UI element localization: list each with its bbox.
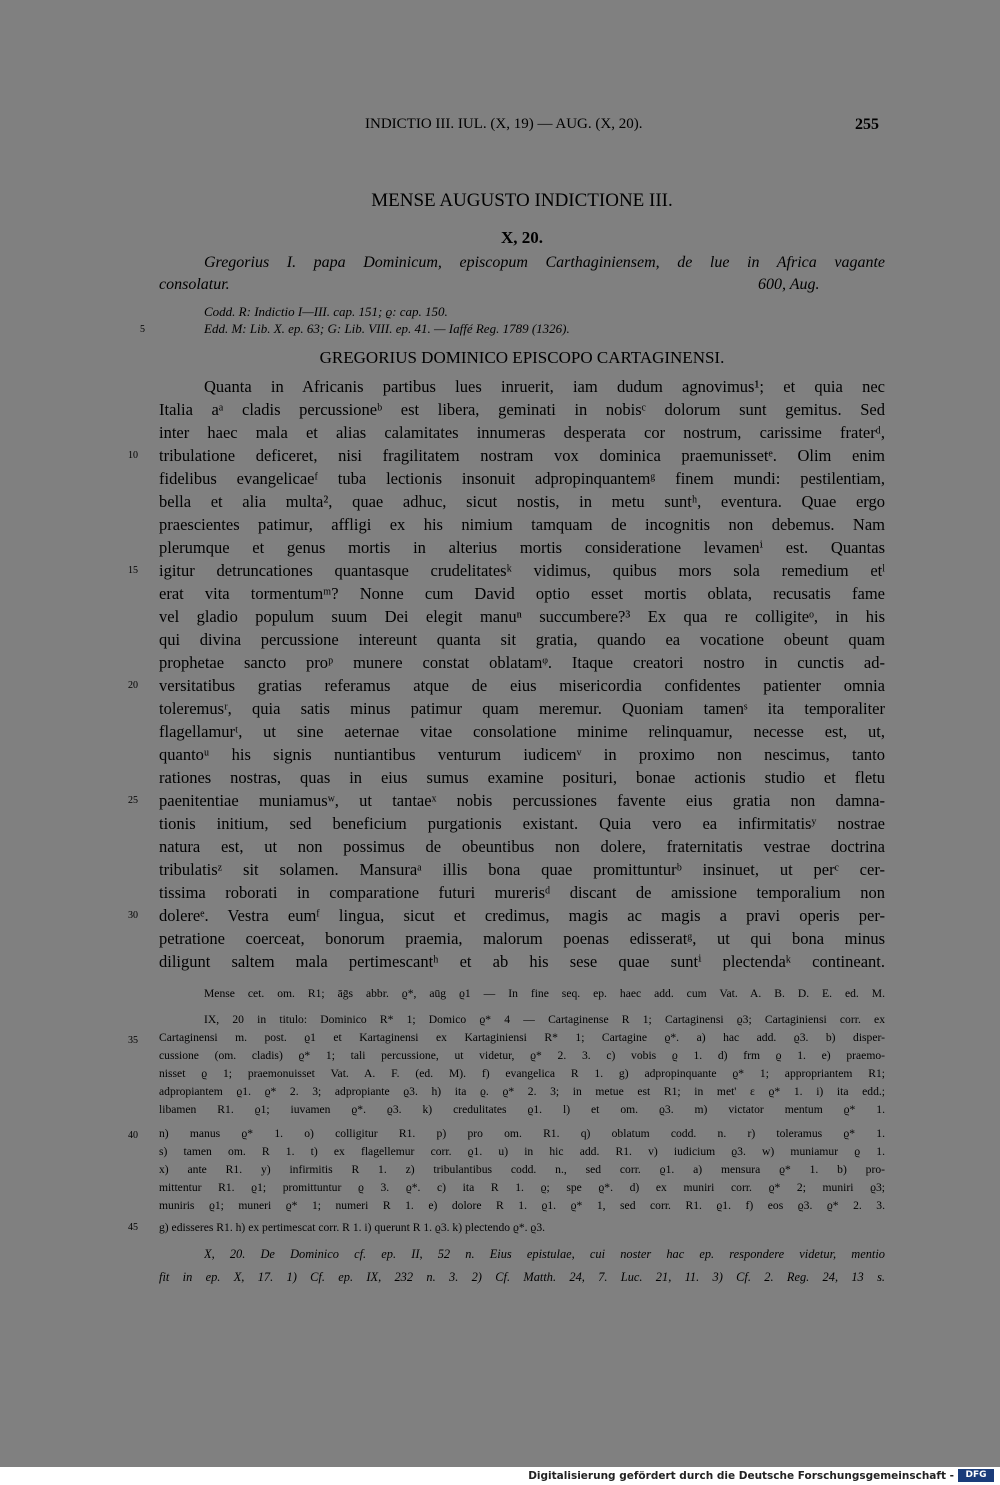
apparatus-line: n) manus ϱ* 1. o) colligitur R1. p) pro om. R1. q) oblatum codd. n. r) toleramus ϱ* 1.	[159, 1127, 885, 1140]
apparatus-line: cussione (om. cladis) ϱ* 1; tali percussione, ut videtur, ϱ* 2. 3. c) vobis ϱ 1. d) frm ϱ 1. e) praemo-	[159, 1049, 885, 1062]
body-line: tionis initium, sed beneficium purgationis existant. Quia vero ea infirmitatisʸ nostrae	[159, 814, 885, 833]
apparatus-line: x) ante R1. y) infirmitis R 1. z) tribulantibus codd. n., sed corr. ϱ1. a) mensura ϱ* 1. b) pro-	[159, 1163, 885, 1176]
apparatus-line: libamen R1. ϱ1; iuvamen ϱ*. ϱ3. k) credulitates ϱ1. l) et om. ϱ3. m) victator mentum ϱ* 1.	[159, 1103, 885, 1116]
footer-credit: Digitalisierung gefördert durch die Deutsche Forschungsgemeinschaft -	[528, 1470, 954, 1482]
body-line: qui divina percussione intereunt quanta sit gratia, quando ea vocatione obeunt quam	[159, 630, 885, 649]
apparatus-line: muniris ϱ1; muneri ϱ* 1; numeri R 1. e) dolore R 1. ϱ1. ϱ* 1, sed corr. R1. ϱ1. f) eos ϱ3. ϱ* 2. 3.	[159, 1199, 885, 1212]
editions-line: Edd. M: Lib. X. ep. 63; G: Lib. VIII. ep. 41. — Iaffé Reg. 1789 (1326).	[204, 321, 570, 336]
page-number: 255	[855, 116, 879, 133]
letter-number: X, 20.	[500, 228, 544, 247]
running-title: INDICTIO III. IUL. (X, 19) — AUG. (X, 20).	[365, 116, 643, 132]
apparatus-line: mittentur R1. ϱ1; promittuntur ϱ 3. ϱ*. c) ita R 1. ϱ; spe ϱ*. d) ex muniri corr. ϱ* 2; muniri ϱ3;	[159, 1181, 885, 1194]
commentary-line: X, 20. De Dominico cf. ep. II, 52 n. Eius epistulae, cui noster hac ep. respondere videtur, mentio	[204, 1247, 885, 1261]
body-line: toleremusʳ, quia satis minus patimur quam meremur. Quoniam tamenˢ ita temporaliter	[159, 699, 885, 718]
body-line: plerumque et genus mortis in alterius mortis consideratione levamenⁱ est. Quantas	[159, 538, 885, 557]
digitization-footer	[0, 1467, 1000, 1485]
line-number: 15	[128, 565, 138, 576]
body-line: tribulatione deficeret, nisi fragilitatem nostram vox dominica praemunissetᵉ. Olim enim	[159, 446, 885, 465]
apparatus-line: adpropiantem ϱ1. ϱ* 2. 3; adpropiante ϱ3. h) ita ϱ. ϱ* 2. 3; in metue est R1; in met' ε ϱ* 1. i) ita edd.;	[159, 1085, 885, 1098]
body-line: natura est, ut non possimus de obeuntibus non dolere, fraternitatis vestrae doctrina	[159, 837, 885, 856]
apparatus-line: Cartaginensi m. post. ϱ1 et Kartaginensi ex Kartaginiensi R* 1; Cartagine ϱ*. a) hac add. ϱ3. b) disper-	[159, 1031, 885, 1044]
line-number: 45	[128, 1222, 138, 1233]
summary-date: 600, Aug.	[758, 276, 820, 293]
body-line: vel gladio populum suum Dei elegit manuⁿ succumbere?³ Ex qua re colligiteᵒ, in his	[159, 607, 885, 626]
body-line: inter haec mala et alias calamitates innumeras desperata cor nostrum, carissime fraterᵈ,	[159, 423, 885, 442]
line-number: 20	[128, 680, 138, 691]
body-line: diligunt saltem mala pertimescantʰ et ab his sese quae suntⁱ plectendaᵏ contineant.	[159, 952, 885, 971]
line-number: 35	[128, 1035, 138, 1046]
body-line: erat vita tormentumᵐ? Nonne cum David optio esset mortis oblata, recusatis fame	[159, 584, 885, 603]
line-number: 10	[128, 450, 138, 461]
line-number: 5	[140, 324, 145, 335]
body-line: igitur detruncationes quantasque crudelitatesᵏ vidimus, quibus mors sola remedium etˡ	[159, 561, 885, 580]
body-line: quantoᵘ his signis nuntiantibus venturum iudicemᵛ in proximo non nescimus, tanto	[159, 745, 885, 764]
body-line: paenitentiae muniamusʷ, ut tantaeˣ nobis percussiones favente eius gratia non damna-	[159, 791, 885, 810]
summary-line-1: Gregorius I. papa Dominicum, episcopum Carthaginiensem, de lue in Africa vagante	[204, 254, 885, 271]
dfg-logo-icon: DFG	[958, 1469, 994, 1482]
apparatus-line: g) edisseres R1. h) ex pertimescat corr. R 1. i) querunt R 1. ϱ3. k) plectendo ϱ*. ϱ3.	[159, 1221, 546, 1234]
line-number: 25	[128, 795, 138, 806]
body-line: tribulatisᶻ sit solamen. Mansuraᵃ illis bona quae promittunturᵇ insinuet, ut perᶜ cer-	[159, 860, 885, 879]
body-line: Italia aᵃ cladis percussioneᵇ est libera, geminati in nobisᶜ dolorum sunt gemitus. Sed	[159, 400, 885, 419]
body-line: dolereᵉ. Vestra eumᶠ lingua, sicut et credimus, magis ac magis a pravi operis per-	[159, 906, 885, 925]
body-line: bella et alia multa², quae adhuc, sicut nostis, in metu suntʰ, eventura. Quae ergo	[159, 492, 885, 511]
line-number: 40	[128, 1130, 138, 1141]
body-line: petratione coerceat, bonorum praemia, malorum poenas edisseratᵍ, ut qui bona minus	[159, 929, 885, 948]
body-line: versitatibus gratias referamus atque de eius misericordia confidentes patienter omnia	[159, 676, 885, 695]
apparatus-line: s) tamen om. R 1. t) ex flagellemur corr. ϱ1. u) in hic add. R1. v) iudicium ϱ3. w) muniamur ϱ 1.	[159, 1145, 885, 1158]
apparatus-line: IX, 20 in titulo: Dominico R* 1; Domico ϱ* 4 — Cartaginense R 1; Cartaginensi ϱ3; Cartaginiensi corr. ex	[204, 1013, 885, 1026]
commentary-line: fit in ep. X, 17. 1) Cf. ep. IX, 232 n. 3. 2) Cf. Matth. 24, 7. Luc. 21, 11. 3) Cf. 2. Reg. 24, 13 s.	[159, 1270, 885, 1284]
section-title: MENSE AUGUSTO INDICTIONE III.	[371, 190, 673, 211]
body-line: praescientes patimur, affligi ex his nimium tamquam de incognitis non debemus. Nam	[159, 515, 885, 534]
body-line: rationes nostras, quas in eius sumus examine posituri, bonae actionis studio et fletu	[159, 768, 885, 787]
body-line: fidelibus evangelicaeᶠ tuba lectionis insonuit adpropinquantemᵍ finem mundi: pestilentiam,	[159, 469, 885, 488]
body-line: Quanta in Africanis partibus lues inruerit, iam dudum agnovimus¹; et quia nec	[204, 377, 885, 396]
apparatus-line: nisset ϱ 1; praemonuisset Vat. A. F. (ed. M). f) evangelica R 1. g) adpropinquante ϱ* 1; appropriantem R1;	[159, 1067, 885, 1080]
body-line: prophetae sancto proᵖ munere constat oblatamᵠ. Itaque creatori nostro in cunctis ad-	[159, 653, 885, 672]
body-line: tissima roborati in comparatione futuri murerisᵈ discant de amissione temporalium non	[159, 883, 885, 902]
summary-line-2: consolatur.	[159, 276, 230, 293]
codices-line: Codd. R: Indictio I—III. cap. 151; ϱ: cap. 150.	[204, 304, 448, 319]
letter-heading: GREGORIUS DOMINICO EPISCOPO CARTAGINENSI.	[319, 348, 725, 367]
body-line: flagellamurᵗ, ut sine aeternae vitae consolatione minime relinquamur, necesse est, ut,	[159, 722, 885, 741]
apparatus-line: Mense cet. om. R1; āḡs abbr. ϱ*, aūg ϱ1 — In fine seq. ep. haec add. cum Vat. A. B. D. E. ed. M.	[204, 987, 885, 1000]
line-number: 30	[128, 910, 138, 921]
